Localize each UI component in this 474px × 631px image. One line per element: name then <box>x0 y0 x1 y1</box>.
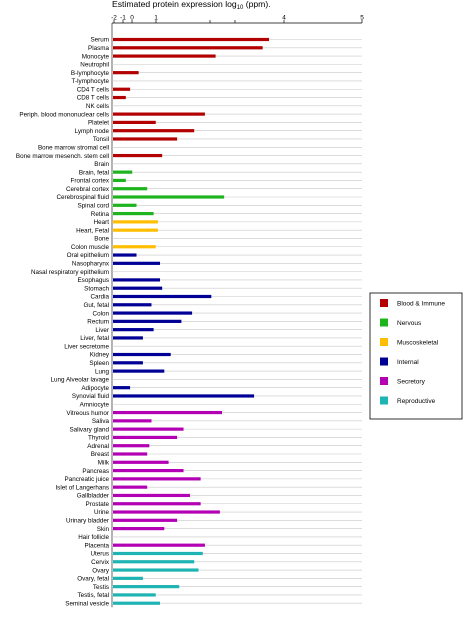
category-label: Frontal cortex <box>70 177 109 185</box>
chart-title-subscript: 10 <box>236 5 244 11</box>
bar <box>113 419 151 422</box>
category-label: Vitreous humor <box>66 409 109 417</box>
bar <box>113 452 147 455</box>
bar <box>113 510 220 513</box>
category-label: Seminal vesicle <box>65 600 109 608</box>
bar <box>113 88 130 91</box>
bar <box>113 71 139 74</box>
legend <box>370 293 462 419</box>
category-label: Cervix <box>91 558 109 566</box>
bar <box>113 262 160 265</box>
category-label: Bone marrow mesench. stem cell <box>15 152 109 160</box>
category-label: CD8 T cells <box>76 94 109 102</box>
category-label: Stomach <box>84 285 109 293</box>
category-label: Islet of Langerhans <box>55 484 109 492</box>
category-label: Gut, fetal <box>83 301 109 309</box>
x-tick-label: 1 <box>154 14 158 22</box>
bar <box>113 461 169 464</box>
category-label: Cerebrospinal fluid <box>56 194 109 202</box>
legend-label: Nervous <box>397 320 422 327</box>
legend-label: Internal <box>397 359 419 366</box>
bar <box>113 428 184 431</box>
category-label: Lung <box>94 368 109 376</box>
category-label: Liver <box>95 326 109 334</box>
category-label: Plasma <box>88 44 109 52</box>
x-tick-label: 5 <box>360 14 364 22</box>
category-label: Spleen <box>89 360 109 368</box>
category-label: Nasal respiratory epithelium <box>30 268 109 276</box>
category-label: Liver secretome <box>64 343 109 351</box>
category-label: Kidney <box>89 351 109 359</box>
bar <box>113 577 143 580</box>
category-label: Pancreas <box>82 467 109 475</box>
legend-swatch <box>380 397 388 405</box>
legend-swatch <box>380 319 388 327</box>
chart-title <box>112 0 271 11</box>
bar <box>113 121 156 124</box>
category-label: Rectum <box>87 318 109 326</box>
category-labels <box>16 37 110 608</box>
bar <box>113 411 222 414</box>
category-label: Lung Alveolar lavage <box>50 376 109 384</box>
bar <box>113 171 132 174</box>
legend-label: Secretory <box>397 378 425 386</box>
category-label: Milk <box>97 459 109 467</box>
legend-swatch <box>380 338 388 346</box>
category-label: Heart, Fetal <box>76 227 109 235</box>
bar <box>113 38 269 41</box>
legend-label: Muscoskeletal <box>397 339 439 347</box>
bar <box>113 229 158 232</box>
category-label: Heart <box>93 219 109 227</box>
legend-swatch <box>380 358 388 366</box>
bar <box>113 96 126 99</box>
chart-title-text: Estimated protein expression log <box>112 0 237 9</box>
category-label: Gallbladder <box>76 492 109 500</box>
legend-label: Blood & Immune <box>397 300 446 308</box>
bar <box>113 179 126 182</box>
category-label: Retina <box>90 210 109 218</box>
category-label: Amniocyte <box>79 401 109 409</box>
bar <box>113 204 137 207</box>
bar <box>113 353 171 356</box>
bar <box>113 593 156 596</box>
bar <box>113 386 130 389</box>
category-label: Tonsil <box>92 136 109 144</box>
bar <box>113 527 164 530</box>
category-label: Prostate <box>85 500 109 508</box>
x-tick-label: 4 <box>282 14 286 22</box>
category-label: Testis, fetal <box>77 592 109 600</box>
bar <box>113 278 160 281</box>
x-axis <box>111 15 364 608</box>
category-label: Urine <box>93 509 109 517</box>
bar <box>113 336 143 339</box>
bar <box>113 486 147 489</box>
x-tick-label: -2 <box>111 14 117 22</box>
category-label: Periph. blood mononuclear cells <box>19 111 109 119</box>
category-label: Uterus <box>90 550 109 558</box>
legend-label: Reproductive <box>397 398 436 405</box>
category-label: Brain <box>94 161 109 169</box>
bar <box>113 46 263 49</box>
bar <box>113 187 147 190</box>
bar <box>113 320 181 323</box>
category-label: Brain, fetal <box>78 169 109 177</box>
bar <box>113 502 201 505</box>
category-label: CD4 T cells <box>76 86 109 94</box>
bar <box>113 253 137 256</box>
category-label: Bone marrow stromal cell <box>37 144 109 152</box>
bar <box>113 436 177 439</box>
bar <box>113 129 194 132</box>
bar <box>113 195 224 198</box>
category-label: B-lymphocyte <box>70 69 109 77</box>
category-label: Colon <box>92 310 109 318</box>
bar <box>113 137 177 140</box>
bar <box>113 370 164 373</box>
category-label: Placenta <box>84 542 109 550</box>
bar <box>113 303 151 306</box>
bar <box>113 212 154 215</box>
bar <box>113 552 203 555</box>
category-label: NK cells <box>85 103 109 111</box>
category-label: Testis <box>92 583 109 591</box>
category-label: Breast <box>90 451 109 459</box>
category-label: Skin <box>96 525 109 533</box>
bar <box>113 477 201 480</box>
category-label: Saliva <box>91 418 109 426</box>
category-label: Cardia <box>90 293 109 301</box>
category-label: Cerebral cortex <box>65 185 109 193</box>
bar <box>113 328 154 331</box>
category-label: Monocyte <box>81 53 109 61</box>
bar <box>113 361 143 364</box>
bar <box>113 568 199 571</box>
bar <box>113 544 205 547</box>
category-label: Liver, fetal <box>80 335 109 343</box>
bar <box>113 494 190 497</box>
category-label: Spinal cord <box>77 202 109 210</box>
bar <box>113 154 162 157</box>
bar <box>113 602 160 605</box>
bar <box>113 220 158 223</box>
bar <box>113 519 177 522</box>
legend-swatch <box>380 377 388 385</box>
category-label: Hair follicle <box>78 534 109 542</box>
legend-swatch <box>380 299 388 307</box>
bar <box>113 311 192 314</box>
category-label: Nasopharynx <box>71 260 109 268</box>
category-label: Platelet <box>87 119 109 127</box>
bar <box>113 560 194 563</box>
bar <box>113 585 179 588</box>
bar <box>113 245 156 248</box>
x-tick-label: 0 <box>130 14 134 22</box>
category-label: Ovary <box>92 567 109 575</box>
category-label: T-lymphocyte <box>71 78 109 86</box>
chart-title-suffix: (ppm). <box>243 0 271 9</box>
category-label: Esophagus <box>77 277 109 285</box>
bar <box>113 54 216 57</box>
category-label: Salivary gland <box>69 426 109 434</box>
x-tick-label: -1 <box>120 14 126 22</box>
category-label: Colon muscle <box>70 243 109 251</box>
category-label: Ovary, fetal <box>77 575 109 583</box>
category-label: Pancreatic juice <box>64 476 109 484</box>
category-label: Urinary bladder <box>65 517 109 525</box>
bar <box>113 394 254 397</box>
bar <box>113 444 149 447</box>
category-label: Bone <box>94 235 109 243</box>
bar <box>113 113 205 116</box>
category-label: Neutrophil <box>80 61 109 69</box>
category-label: Adipocyte <box>81 384 109 392</box>
category-label: Synovial fluid <box>71 393 109 401</box>
category-label: Oral epithelium <box>66 252 109 260</box>
category-label: Thyroid <box>88 434 109 442</box>
bar <box>113 469 184 472</box>
category-label: Serum <box>90 36 109 44</box>
bar <box>113 295 211 298</box>
category-label: Lymph node <box>74 127 109 135</box>
bar <box>113 287 162 290</box>
category-label: Adrenal <box>87 442 109 450</box>
